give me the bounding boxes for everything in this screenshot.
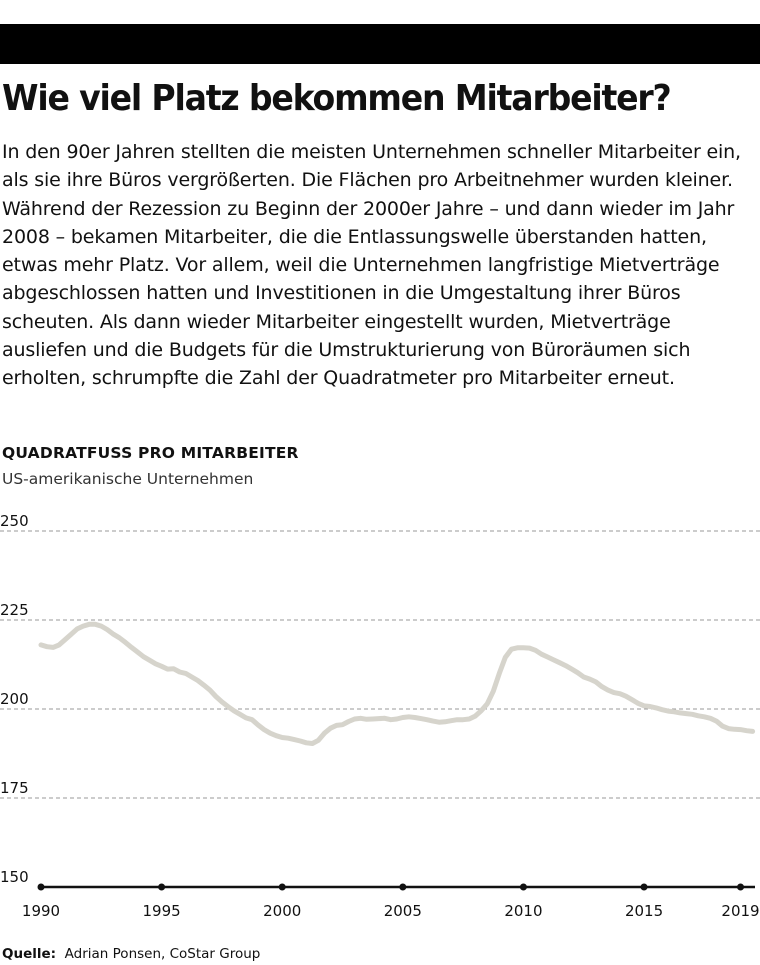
x-tick-label-1990: 1990 [21,902,61,920]
y-tick-label-225: 225 [0,601,29,619]
source-text: Adrian Ponsen, CoStar Group [64,946,261,962]
x-tick-label-1995: 1995 [142,902,181,920]
x-tick-dot-1995 [158,884,165,891]
x-tick-dot-2000 [279,884,286,891]
x-tick-dot-2010 [520,884,527,891]
x-tick-label-2000: 2000 [263,902,302,920]
x-tick-label-2015: 2015 [624,902,664,920]
x-tick-label-2019: 2019 [721,902,760,920]
headline: Wie viel Platz bekommen Mitarbeiter? [2,78,671,119]
x-tick-dot-1990 [38,884,45,891]
x-tick-dot-2015 [641,884,648,891]
x-tick-label-2010: 2010 [504,902,543,920]
intro-text: In den 90er Jahren stellten die meisten Unternehmen schneller Mitarbeiter ein, als sie ihre Büros vergrößerten. Die Flächen pro Arbeitnehmer wurden kleiner. Während der Rezession zu Beginn der 2000er Jahre – und dann wieder im Jahr 2008 – bekamen Mitarbeiter, die die Entlassungswelle überstanden hatten, etwas mehr Platz. Vor allem, weil die Unternehmen langfristige Mietverträge abgeschlossen hatten und Investitionen in die Umgestaltung ihrer Büros scheuten. Als dann wieder Mitarbeiter eingestellt wurden, Mietverträge ausliefen und die Budgets für die Umstrukturierung von Büroräumen sich erholten, schrumpfte die Zahl der Quadratmeter pro Mitarbeiter erneut. [2,141,741,390]
y-tick-label-200: 200 [0,690,29,708]
top-black-bar [0,24,760,64]
y-tick-label-175: 175 [0,779,29,797]
series-line-0 [41,624,753,743]
x-tick-label-2005: 2005 [383,902,422,920]
x-tick-dot-2019 [737,884,744,891]
y-tick-label-250: 250 [0,512,29,530]
chart-subtitle: US-amerikanische Unternehmen [2,470,254,488]
y-tick-label-150: 150 [0,868,29,886]
source-note [2,944,260,964]
x-tick-dot-2005 [399,884,406,891]
chart-title: QUADRATFUSS PRO MITARBEITER [2,444,299,462]
source-label: Quelle: [2,946,57,962]
line-chart [0,505,760,935]
